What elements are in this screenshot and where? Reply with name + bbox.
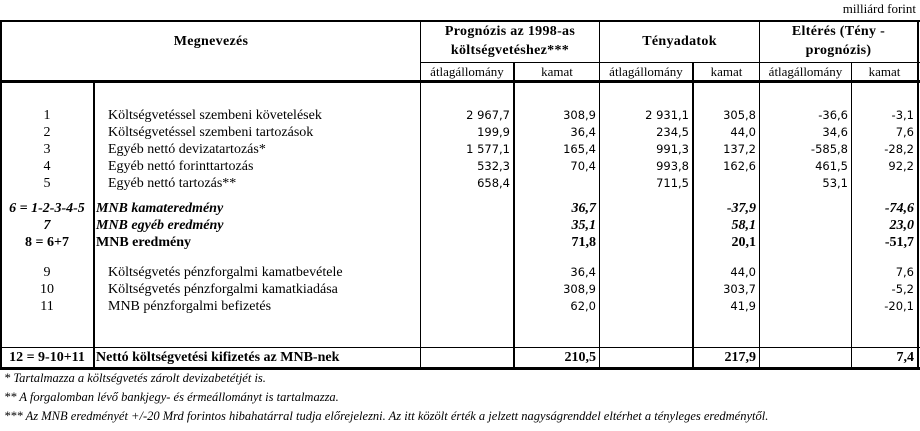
cell-value: -585,8 bbox=[810, 142, 848, 156]
table-right-border bbox=[917, 20, 919, 370]
cell-value: 36,7 bbox=[571, 201, 596, 216]
footnote-2: ** A forgalomban lévő bankjegy- és érmeállományt is tartalmazza. bbox=[4, 390, 339, 404]
header-tenyadatok: Tényadatok bbox=[642, 34, 717, 49]
row-index: 3 bbox=[43, 142, 51, 157]
cell-value: 658,4 bbox=[477, 176, 510, 190]
row-index: 2 bbox=[43, 125, 51, 140]
row-index: 12 = 9-10+11 bbox=[9, 350, 85, 365]
index-divider bbox=[93, 82, 95, 369]
row-label: Költségvetéssel szembeni követelések bbox=[108, 108, 322, 123]
row-label: MNB kamateredmény bbox=[96, 201, 224, 216]
footnote-1: * Tartalmazza a költségvetés zárolt devizabetétjét is. bbox=[4, 371, 266, 385]
cell-value: 234,5 bbox=[656, 125, 689, 139]
subheader-kamat: kamat bbox=[710, 64, 743, 79]
row-index: 10 bbox=[40, 282, 54, 297]
cell-value: 162,6 bbox=[723, 159, 756, 173]
cell-value: 36,4 bbox=[570, 125, 596, 139]
cell-value: 41,9 bbox=[730, 299, 756, 313]
subheader-atlag: átlagállomány bbox=[768, 64, 843, 79]
cell-value: 305,8 bbox=[723, 108, 756, 122]
cell-value: 217,9 bbox=[724, 350, 756, 365]
cell-value: 70,4 bbox=[570, 159, 596, 173]
row-label: Egyéb nettó devizatartozás* bbox=[108, 142, 266, 157]
row-label: MNB egyéb eredmény bbox=[96, 218, 224, 233]
header-bottom-border bbox=[0, 80, 920, 83]
cell-value: 58,1 bbox=[731, 218, 756, 233]
row-label: Költségvetéssel szembeni tartozások bbox=[108, 125, 314, 140]
cell-value: 210,5 bbox=[564, 350, 596, 365]
cell-value: 36,4 bbox=[570, 265, 596, 279]
cell-value: 1 577,1 bbox=[466, 142, 510, 156]
cell-value: -5,2 bbox=[891, 282, 914, 296]
subheader-atlag: átlagállomány bbox=[430, 64, 504, 79]
cell-value: 62,0 bbox=[570, 299, 596, 313]
subheader-atlag: átlagállomány bbox=[609, 64, 683, 79]
cell-value: 308,9 bbox=[563, 108, 596, 122]
row-index: 11 bbox=[40, 299, 54, 314]
footnote-3: *** Az MNB eredményét +/-20 Mrd forintos hibahatárral tudja előrejelezni. Az itt közölt érték a jelzett nagyságrenddel eltérhet a tényleges eredménytől. bbox=[4, 409, 769, 423]
cell-value: 303,7 bbox=[723, 282, 756, 296]
row-label: Nettó költségvetési kifizetés az MNB-nek bbox=[96, 350, 340, 365]
header-prognozis-line2: költségvetéshez*** bbox=[450, 43, 570, 58]
cell-value: -51,7 bbox=[884, 235, 914, 250]
row-label: Költségvetés pénzforgalmi kamatbevétele bbox=[108, 265, 343, 280]
row-index: 8 = 6+7 bbox=[25, 235, 69, 250]
cell-value: 23,0 bbox=[889, 218, 914, 233]
cell-value: 711,5 bbox=[656, 176, 689, 190]
cell-value: 44,0 bbox=[730, 125, 756, 139]
cell-value: 35,1 bbox=[571, 218, 596, 233]
table-left-border bbox=[0, 20, 2, 370]
row-label: Egyéb nettó tartozás** bbox=[108, 176, 237, 191]
header-name-col: Megnevezés bbox=[173, 34, 249, 49]
cell-value: 991,3 bbox=[656, 142, 689, 156]
row-label: Egyéb nettó forinttartozás bbox=[108, 159, 254, 174]
cell-value: 7,6 bbox=[895, 265, 914, 279]
cell-value: 461,5 bbox=[815, 159, 848, 173]
cell-value: -28,2 bbox=[884, 142, 914, 156]
cell-value: 71,8 bbox=[571, 235, 596, 250]
cell-value: -3,1 bbox=[891, 108, 914, 122]
row-index: 1 bbox=[43, 108, 51, 123]
cell-value: 92,2 bbox=[888, 159, 914, 173]
cell-value: 137,2 bbox=[723, 142, 756, 156]
cell-value: 20,1 bbox=[731, 235, 756, 250]
cell-value: 308,9 bbox=[563, 282, 596, 296]
cell-value: -20,1 bbox=[884, 299, 914, 313]
row-label: Költségvetés pénzforgalmi kamatkiadása bbox=[108, 282, 338, 297]
cell-value: 2 967,7 bbox=[466, 108, 510, 122]
cell-value: -37,9 bbox=[726, 201, 756, 216]
cell-value: 34,6 bbox=[822, 125, 848, 139]
subheader-kamat: kamat bbox=[541, 64, 573, 79]
row-label: MNB eredmény bbox=[96, 235, 191, 250]
table-top-border bbox=[0, 20, 920, 22]
header-prognozis-line1: Prognózis az 1998-as bbox=[444, 24, 576, 39]
cell-value: 7,4 bbox=[896, 350, 914, 365]
cell-value: -36,6 bbox=[818, 108, 848, 122]
row-index: 9 bbox=[43, 265, 51, 280]
cell-value: 199,9 bbox=[477, 125, 510, 139]
header-elteres-line1: Eltérés (Tény - bbox=[791, 24, 886, 39]
header-elteres-line2: prognózis) bbox=[805, 43, 872, 58]
unit-label: milliárd forint bbox=[842, 1, 916, 16]
row-index: 4 bbox=[43, 159, 51, 174]
cell-value: 53,1 bbox=[822, 176, 848, 190]
total-row-top-border bbox=[0, 347, 920, 348]
cell-value: 44,0 bbox=[730, 265, 756, 279]
cell-value: 7,6 bbox=[895, 125, 914, 139]
cell-value: -74,6 bbox=[884, 201, 914, 216]
row-index: 6 = 1-2-3-4-5 bbox=[9, 201, 85, 216]
row-index: 5 bbox=[43, 176, 51, 191]
cell-value: 993,8 bbox=[656, 159, 689, 173]
cell-value: 165,4 bbox=[563, 142, 596, 156]
row-index: 7 bbox=[43, 218, 51, 233]
cell-value: 532,3 bbox=[477, 159, 510, 173]
cell-value: 2 931,1 bbox=[645, 108, 689, 122]
row-label: MNB pénzforgalmi befizetés bbox=[108, 299, 272, 314]
subheader-kamat: kamat bbox=[868, 64, 901, 79]
